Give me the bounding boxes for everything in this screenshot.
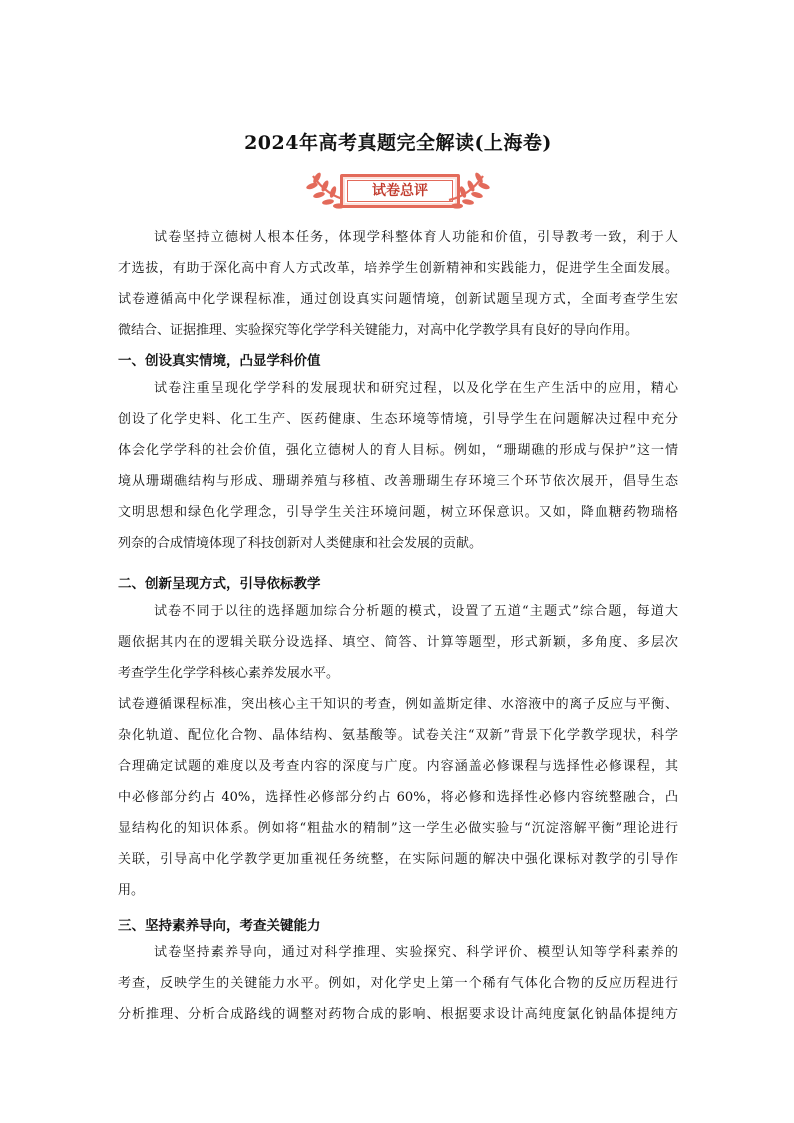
section-heading-1: 一、创设真实情境，凸显学科价值 [118, 353, 321, 369]
laurel-branch-right-icon [445, 166, 493, 214]
section-heading-2: 二、创新呈现方式，引导依标教学 [118, 576, 321, 592]
paragraph-line: 试卷遵循课程标准，突出核心主干知识的考查，例如盖斯定律、水溶液中的离子反应与平衡、 [118, 697, 678, 712]
section-1-paragraph [118, 373, 678, 559]
paragraph-line: 显结构化的知识体系。例如将“粗盐水的精制”这一学生必做实验与“沉淀溶解平衡”理论进行 [118, 821, 678, 836]
intro-paragraph [118, 222, 678, 346]
paragraph-line: 境从珊瑚礁结构与形成、珊瑚养殖与移植、改善珊瑚生存环境三个环节依次展开，倡导生态 [118, 474, 678, 489]
paragraph-line: 分析推理、分析合成路线的调整对药物合成的影响、根据要求设计高纯度氯化钠晶体提纯方 [118, 1007, 678, 1022]
paragraph-line: 关联，引导高中化学教学更加重视任务统整，在实际问题的解决中强化课标对教学的引导作 [118, 852, 678, 867]
intro-line: 试卷遵循高中化学课程标准，通过创设真实问题情境，创新试题呈现方式，全面考查学生宏 [118, 292, 678, 307]
paragraph-line: 考查，反映学生的关键能力水平。例如，对化学史上第一个稀有气体化合物的反应历程进行 [118, 976, 678, 991]
paragraph-line: 用。 [118, 883, 145, 898]
paragraph-line: 试卷坚持素养导向，通过对科学推理、实验探究、科学评价、模型认知等学科素养的 [154, 945, 678, 960]
intro-line: 试卷坚持立德树人根本任务，体现学科整体育人功能和价值，引导教考一致，利于人 [154, 230, 678, 245]
paragraph-line: 中必修部分约占 40%，选择性必修部分约占 60%，将必修和选择性必修内容统整融合，凸 [118, 790, 678, 805]
section-heading-3: 三、坚持素养导向，考查关键能力 [118, 918, 321, 934]
section-3-paragraph [118, 937, 678, 1030]
section-badge [303, 168, 493, 216]
paragraph-line: 考查学生化学学科核心素养发展水平。 [118, 666, 340, 681]
intro-line: 才选拔，有助于深化高中育人方式改革，培养学生创新精神和实践能力，促进学生全面发展。 [118, 261, 678, 276]
paragraph-line: 试卷不同于以往的选择题加综合分析题的模式，设置了五道“主题式”综合题，每道大 [154, 604, 678, 619]
paragraph-line: 文明思想和绿色化学理念，引导学生关注环境问题，树立环保意识。又如，降血糖药物瑞格 [118, 505, 678, 520]
section-2-paragraph-1 [118, 596, 678, 689]
intro-line: 微结合、证据推理、实验探究等化学学科关键能力，对高中化学教学具有良好的导向作用。 [118, 323, 639, 338]
paragraph-line: 列奈的合成情境体现了科技创新对人类健康和社会发展的贡献。 [118, 536, 483, 551]
paragraph-line: 体会化学学科的社会价值，强化立德树人的育人目标。例如，“珊瑚礁的形成与保护”这一情 [118, 443, 678, 458]
paragraph-line: 题依据其内在的逻辑关联分设选择、填空、简答、计算等题型，形式新颖，多角度、多层次 [118, 635, 678, 650]
document-title: 2024年高考真题完全解读(上海卷) [244, 132, 552, 154]
paragraph-line: 试卷注重呈现化学学科的发展现状和研究过程，以及化学在生产生活中的应用，精心 [154, 381, 678, 396]
section-2-paragraph-2 [118, 689, 678, 906]
paragraph-line: 合理确定试题的难度以及考查内容的深度与广度。内容涵盖必修课程与选择性必修课程，其 [118, 759, 678, 774]
paragraph-line: 创设了化学史料、化工生产、医药健康、生态环境等情境，引导学生在问题解决过程中充分 [118, 412, 678, 427]
badge-label: 试卷总评 [347, 180, 453, 202]
badge-box [340, 174, 460, 208]
paragraph-line: 杂化轨道、配位化合物、晶体结构、氨基酸等。试卷关注“双新”背景下化学教学现状，科学 [118, 728, 678, 743]
